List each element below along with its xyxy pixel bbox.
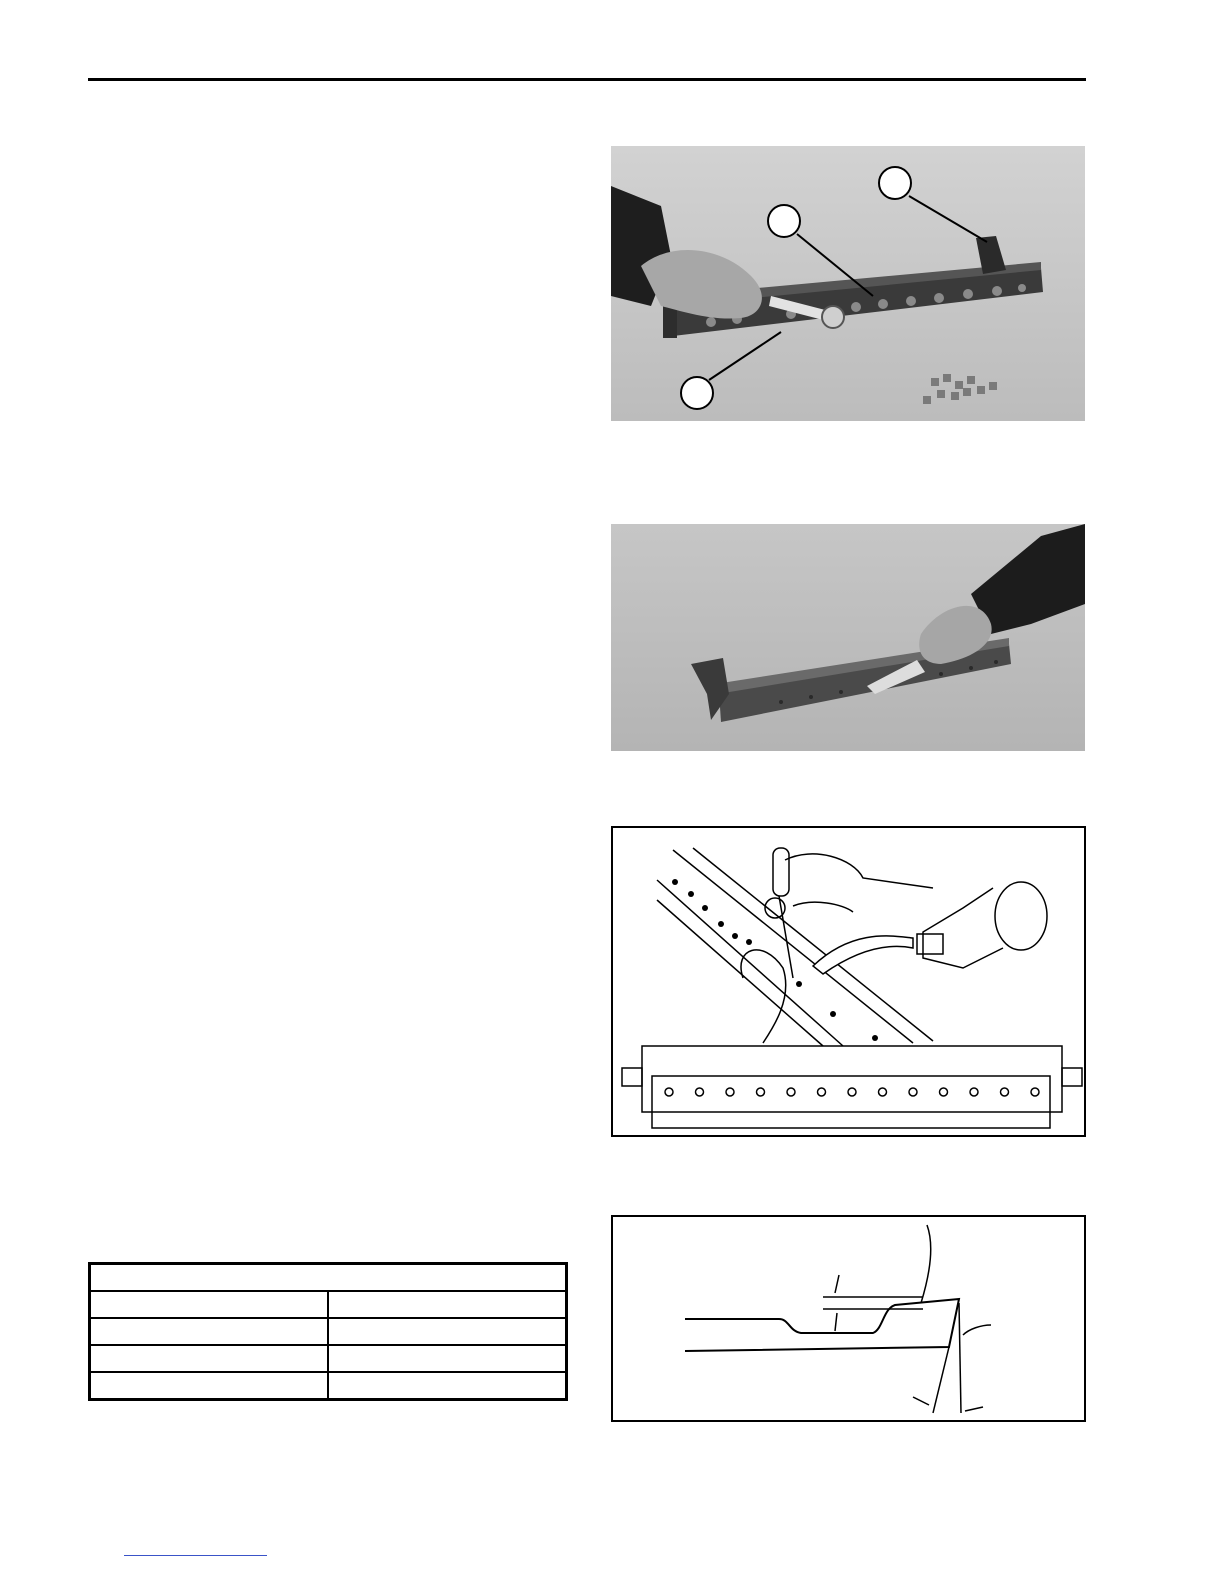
screw-icon (665, 1088, 673, 1096)
bedknife-removal-photo (611, 146, 1085, 421)
screw-icon (970, 1088, 978, 1096)
table-cell (328, 1345, 567, 1372)
table-row (90, 1345, 567, 1372)
footer-link[interactable] (124, 1555, 267, 1556)
screw-icon (1031, 1088, 1039, 1096)
table-cell (90, 1372, 329, 1400)
callout-circle (879, 167, 911, 199)
screw-icon (848, 1088, 856, 1096)
table-row (90, 1318, 567, 1345)
table-cell (90, 1291, 329, 1318)
screw-icon (696, 1088, 704, 1096)
table-row (90, 1291, 567, 1318)
callout-circle (768, 205, 800, 237)
table-cell (328, 1291, 567, 1318)
screw-icon (787, 1088, 795, 1096)
spec-table (88, 1262, 568, 1401)
callout-circle (681, 377, 713, 409)
screw-icon (879, 1088, 887, 1096)
table-title (90, 1264, 567, 1292)
bedknife-profile-drawing (611, 1215, 1086, 1422)
table-cell (328, 1372, 567, 1400)
screw-icon (818, 1088, 826, 1096)
header-rule (88, 78, 1086, 81)
screw-icon (940, 1088, 948, 1096)
table-cell (328, 1318, 567, 1345)
screw-icon (757, 1088, 765, 1096)
table-cell (90, 1345, 329, 1372)
table-row (90, 1372, 567, 1400)
screw-icon (909, 1088, 917, 1096)
screw-icon (726, 1088, 734, 1096)
screw-icon (1001, 1088, 1009, 1096)
table-header-row (90, 1264, 567, 1292)
bedknife-screw-drawing (611, 826, 1086, 1137)
table-cell (90, 1318, 329, 1345)
bedbar-cleaning-photo (611, 524, 1085, 751)
